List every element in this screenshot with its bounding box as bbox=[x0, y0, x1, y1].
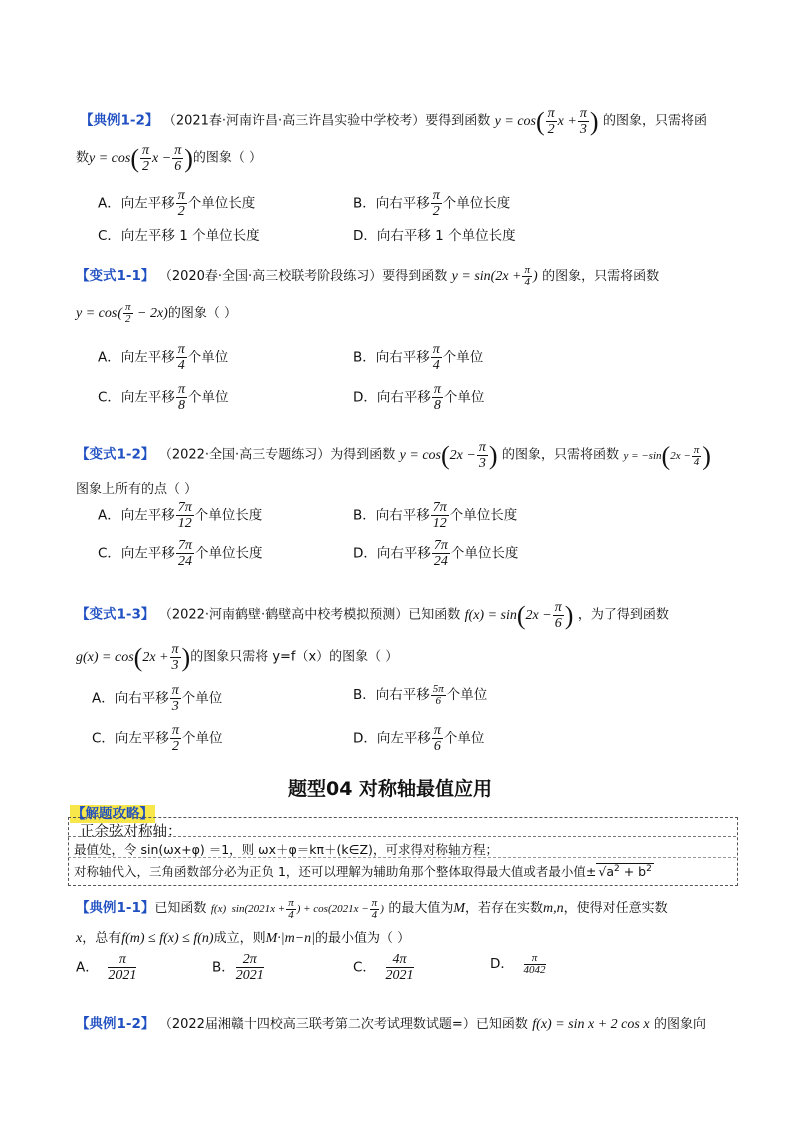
q1-b-frac: $\frac{\pi}{2}$ bbox=[432, 188, 440, 219]
q5-expr: M·|m−n| bbox=[265, 931, 316, 946]
tips-head: 正余弦对称轴： bbox=[80, 824, 182, 840]
q5-text3: ，若存在实数 bbox=[465, 901, 544, 916]
q5-mn: m,n bbox=[543, 901, 564, 916]
q2-a-unit: 个单位 bbox=[187, 349, 229, 366]
q1-func: y = cos( $\frac{\pi}{2}$ x + $\frac{\pi}{3}$ ) bbox=[494, 106, 599, 137]
q4-option-c[interactable] bbox=[92, 723, 222, 754]
q3-d-label: D．向右平移 bbox=[353, 545, 431, 562]
q5-line2b: 成立，则 bbox=[213, 931, 266, 946]
q1-b-label: B．向右平移 bbox=[353, 195, 430, 212]
q2-d-label: D．向右平移 bbox=[353, 389, 431, 406]
q2-d-unit: 个单位 bbox=[443, 389, 485, 406]
q2-option-b[interactable] bbox=[353, 342, 483, 373]
q3-b-frac: $\frac{7\pi}{12}$ bbox=[432, 500, 447, 531]
q5-option-d[interactable] bbox=[490, 952, 547, 976]
q1-tag: 【典例1-2】 bbox=[80, 112, 159, 129]
q1-a-label: A．向左平移 bbox=[98, 195, 175, 212]
q4-d-frac: $\frac{\pi}{6}$ bbox=[433, 723, 441, 754]
q5-text4: ，使得对任意实数 bbox=[563, 901, 668, 916]
q3-option-c[interactable] bbox=[98, 538, 262, 569]
q6-source: （2022届湘赣十四校高三联考第二次考试理数试题=）已知函数 bbox=[158, 1017, 528, 1032]
q5-ineq: f(m) ≤ f(x) ≤ f(n) bbox=[121, 931, 214, 946]
q3-d-unit: 个单位长度 bbox=[450, 545, 519, 562]
section-title: 题型04 对称轴最值应用 bbox=[288, 778, 493, 800]
q5-option-a[interactable] bbox=[76, 952, 137, 983]
tips-line2-text: 对称轴代入，三角函数部分必为正负 1，还可以理解为辅助角那个整体取得最大值或者最小值± bbox=[74, 864, 597, 879]
tips-tag-label: 【解题攻略】 bbox=[72, 806, 153, 822]
q1-line2-suffix: 的图象（ ） bbox=[192, 150, 263, 166]
q2-option-c[interactable] bbox=[98, 382, 228, 413]
q2-a-frac: $\frac{\pi}{4}$ bbox=[177, 342, 185, 373]
q3-b-unit: 个单位长度 bbox=[449, 507, 518, 524]
q2-line1 bbox=[76, 264, 659, 288]
q2-line2 bbox=[76, 302, 237, 325]
q5-a-label: A． bbox=[76, 959, 99, 976]
q5-option-b[interactable] bbox=[212, 952, 265, 983]
q5-text2: 的最大值为 bbox=[388, 901, 454, 916]
q4-b-frac: $\frac{5\pi}{6}$ bbox=[432, 682, 444, 707]
q3-tag: 【变式1-2】 bbox=[76, 446, 155, 463]
q5-d-label: D． bbox=[490, 956, 514, 972]
q6-func: f(x) = sin x + 2 cos x bbox=[532, 1017, 650, 1032]
q5-a-frac: $\frac{\pi}{2021}$ bbox=[108, 952, 137, 983]
q1-func2: y = cos( $\frac{\pi}{2}$ x − $\frac{\pi}{6}$ ) bbox=[89, 143, 193, 174]
q6-tag: 【典例1-2】 bbox=[76, 1016, 155, 1032]
q4-option-d[interactable] bbox=[353, 723, 484, 754]
q2-b-label: B．向右平移 bbox=[353, 349, 430, 366]
q3-option-a[interactable] bbox=[98, 500, 262, 531]
q2-source: （2020春·全国·高三校联考阶段练习）要得到函数 bbox=[158, 269, 448, 284]
q2-a-label: A．向左平移 bbox=[98, 349, 175, 366]
q2-b-unit: 个单位 bbox=[442, 349, 484, 366]
q2-c-label: C．向左平移 bbox=[98, 389, 175, 406]
q5-option-c[interactable] bbox=[353, 952, 415, 983]
q3-d-frac: $\frac{7\pi}{24}$ bbox=[433, 538, 448, 569]
q1-a-unit: 个单位长度 bbox=[187, 195, 256, 212]
q5-text1: 已知函数 bbox=[154, 901, 207, 916]
q5-c-frac: $\frac{4\pi}{2021}$ bbox=[385, 952, 414, 983]
q3-option-d[interactable] bbox=[353, 538, 518, 569]
q1-b-unit: 个单位长度 bbox=[442, 195, 511, 212]
q3-func2: y = −sin(2x − $\frac{\pi}{4}$ ) bbox=[623, 441, 711, 471]
q4-c-unit: 个单位 bbox=[181, 730, 223, 747]
q5-c-label: C． bbox=[353, 959, 376, 976]
q2-line2-suffix: 的图象（ ） bbox=[167, 306, 237, 321]
q3-c-frac: $\frac{7\pi}{24}$ bbox=[177, 538, 192, 569]
q2-c-frac: $\frac{\pi}{8}$ bbox=[177, 382, 185, 413]
q2-c-unit: 个单位 bbox=[187, 389, 229, 406]
q5-line2 bbox=[76, 927, 410, 947]
q4-a-label: A．向右平移 bbox=[92, 690, 169, 707]
q1-line1 bbox=[80, 106, 707, 137]
q4-a-unit: 个单位 bbox=[181, 690, 223, 707]
q3-a-frac: $\frac{7\pi}{12}$ bbox=[177, 500, 192, 531]
q4-line2-suffix: 的图象只需将 y=f（x）的图象（ ） bbox=[190, 649, 399, 665]
q1-source: （2021春·河南许昌·高三许昌实验中学校考）要得到函数 bbox=[162, 113, 491, 129]
q2-func2: y = cos( $\frac{\pi}{2}$ − 2x) bbox=[76, 301, 168, 326]
q4-c-label: C．向左平移 bbox=[92, 730, 169, 747]
q4-b-label: B．向右平移 bbox=[353, 687, 430, 703]
q1-text-after: 的图象，只需将函 bbox=[602, 113, 707, 129]
q3-source: （2022·全国·高三专题练习）为得到函数 bbox=[158, 447, 396, 463]
q4-line1 bbox=[76, 600, 669, 631]
q4-a-frac: $\frac{\pi}{3}$ bbox=[171, 683, 179, 714]
q3-a-unit: 个单位长度 bbox=[194, 507, 263, 524]
q3-c-unit: 个单位长度 bbox=[194, 545, 263, 562]
q3-text-after: 的图象，只需将函数 bbox=[501, 447, 619, 463]
tips-line2 bbox=[74, 862, 654, 880]
q4-line2 bbox=[76, 642, 398, 673]
q4-tag: 【变式1-3】 bbox=[76, 606, 155, 623]
q1-option-d[interactable]: D．向右平移 1 个单位长度 bbox=[353, 228, 516, 244]
q5-m: M bbox=[453, 901, 465, 916]
q5-line2a: ，总有 bbox=[82, 931, 122, 946]
q1-line2 bbox=[76, 143, 262, 174]
q5-line1 bbox=[76, 896, 668, 921]
q3-c-label: C．向左平移 bbox=[98, 545, 175, 562]
q2-func: y = sin(2x + $\frac{\pi}{4}$ ) bbox=[451, 264, 538, 289]
q1-line2-prefix: 数 bbox=[76, 150, 90, 166]
q2-option-d[interactable] bbox=[353, 382, 484, 413]
q4-func2: g(x) = cos(2x + $\frac{\pi}{3}$ ) bbox=[76, 642, 191, 673]
q2-tag: 【变式1-1】 bbox=[76, 268, 155, 284]
q4-option-a[interactable] bbox=[92, 683, 222, 714]
q6-line1 bbox=[76, 1012, 706, 1033]
q3-func: y = cos(2x − $\frac{\pi}{3}$ ) bbox=[399, 440, 498, 471]
q5-b-frac: $\frac{2\pi}{2021}$ bbox=[235, 952, 264, 983]
q4-b-unit: 个单位 bbox=[446, 687, 488, 703]
tips-line1: 最值处，令 sin(ωx+φ) ＝1，则 ωx＋φ＝kπ＋(k∈Z)，可求得对称轴方程； bbox=[74, 842, 498, 857]
q5-tag: 【典例1-1】 bbox=[76, 900, 155, 916]
q4-text-after: ，为了得到函数 bbox=[577, 607, 669, 623]
q2-b-frac: $\frac{\pi}{4}$ bbox=[432, 342, 440, 373]
q1-option-c[interactable]: C．向左平移 1 个单位长度 bbox=[98, 228, 260, 244]
q3-line1 bbox=[76, 440, 711, 471]
q3-option-b[interactable] bbox=[353, 500, 517, 531]
q2-d-frac: $\frac{\pi}{8}$ bbox=[433, 382, 441, 413]
q5-d-frac: $\frac{\pi}{4042}$ bbox=[523, 951, 546, 976]
q1-a-frac: $\frac{\pi}{2}$ bbox=[177, 188, 185, 219]
q2-text-after: 的图象，只需将函数 bbox=[542, 269, 660, 284]
q4-option-b[interactable] bbox=[353, 683, 487, 707]
q5-func: f(x) sin(2021x + $\frac{\pi}{4}$ ) + cos(2021x − $\frac{\pi}{4}$ ) bbox=[210, 896, 384, 921]
q1-option-a[interactable] bbox=[98, 188, 255, 219]
q2-option-a[interactable] bbox=[98, 342, 228, 373]
q4-c-frac: $\frac{\pi}{2}$ bbox=[171, 723, 179, 754]
q4-func: f(x) = sin(2x − $\frac{\pi}{6}$ ) bbox=[464, 600, 574, 631]
q3-b-label: B．向右平移 bbox=[353, 507, 430, 524]
q1-option-b[interactable] bbox=[353, 188, 510, 219]
q6-text-after: 的图象向 bbox=[653, 1017, 706, 1032]
q4-d-unit: 个单位 bbox=[443, 730, 485, 747]
q5-b-label: B． bbox=[212, 959, 235, 976]
q5-line2c: 的最小值为（ ） bbox=[315, 931, 411, 946]
q4-source: （2022·河南鹤壁·鹤壁高中校考模拟预测）已知函数 bbox=[158, 607, 461, 623]
q3-line2: 图象上所有的点（ ） bbox=[76, 482, 198, 497]
q5-x: x bbox=[76, 931, 83, 946]
q4-d-label: D．向左平移 bbox=[353, 730, 431, 747]
sqrt-expression: $√a^2 + b^2$ bbox=[598, 863, 652, 879]
q3-a-label: A．向左平移 bbox=[98, 507, 175, 524]
